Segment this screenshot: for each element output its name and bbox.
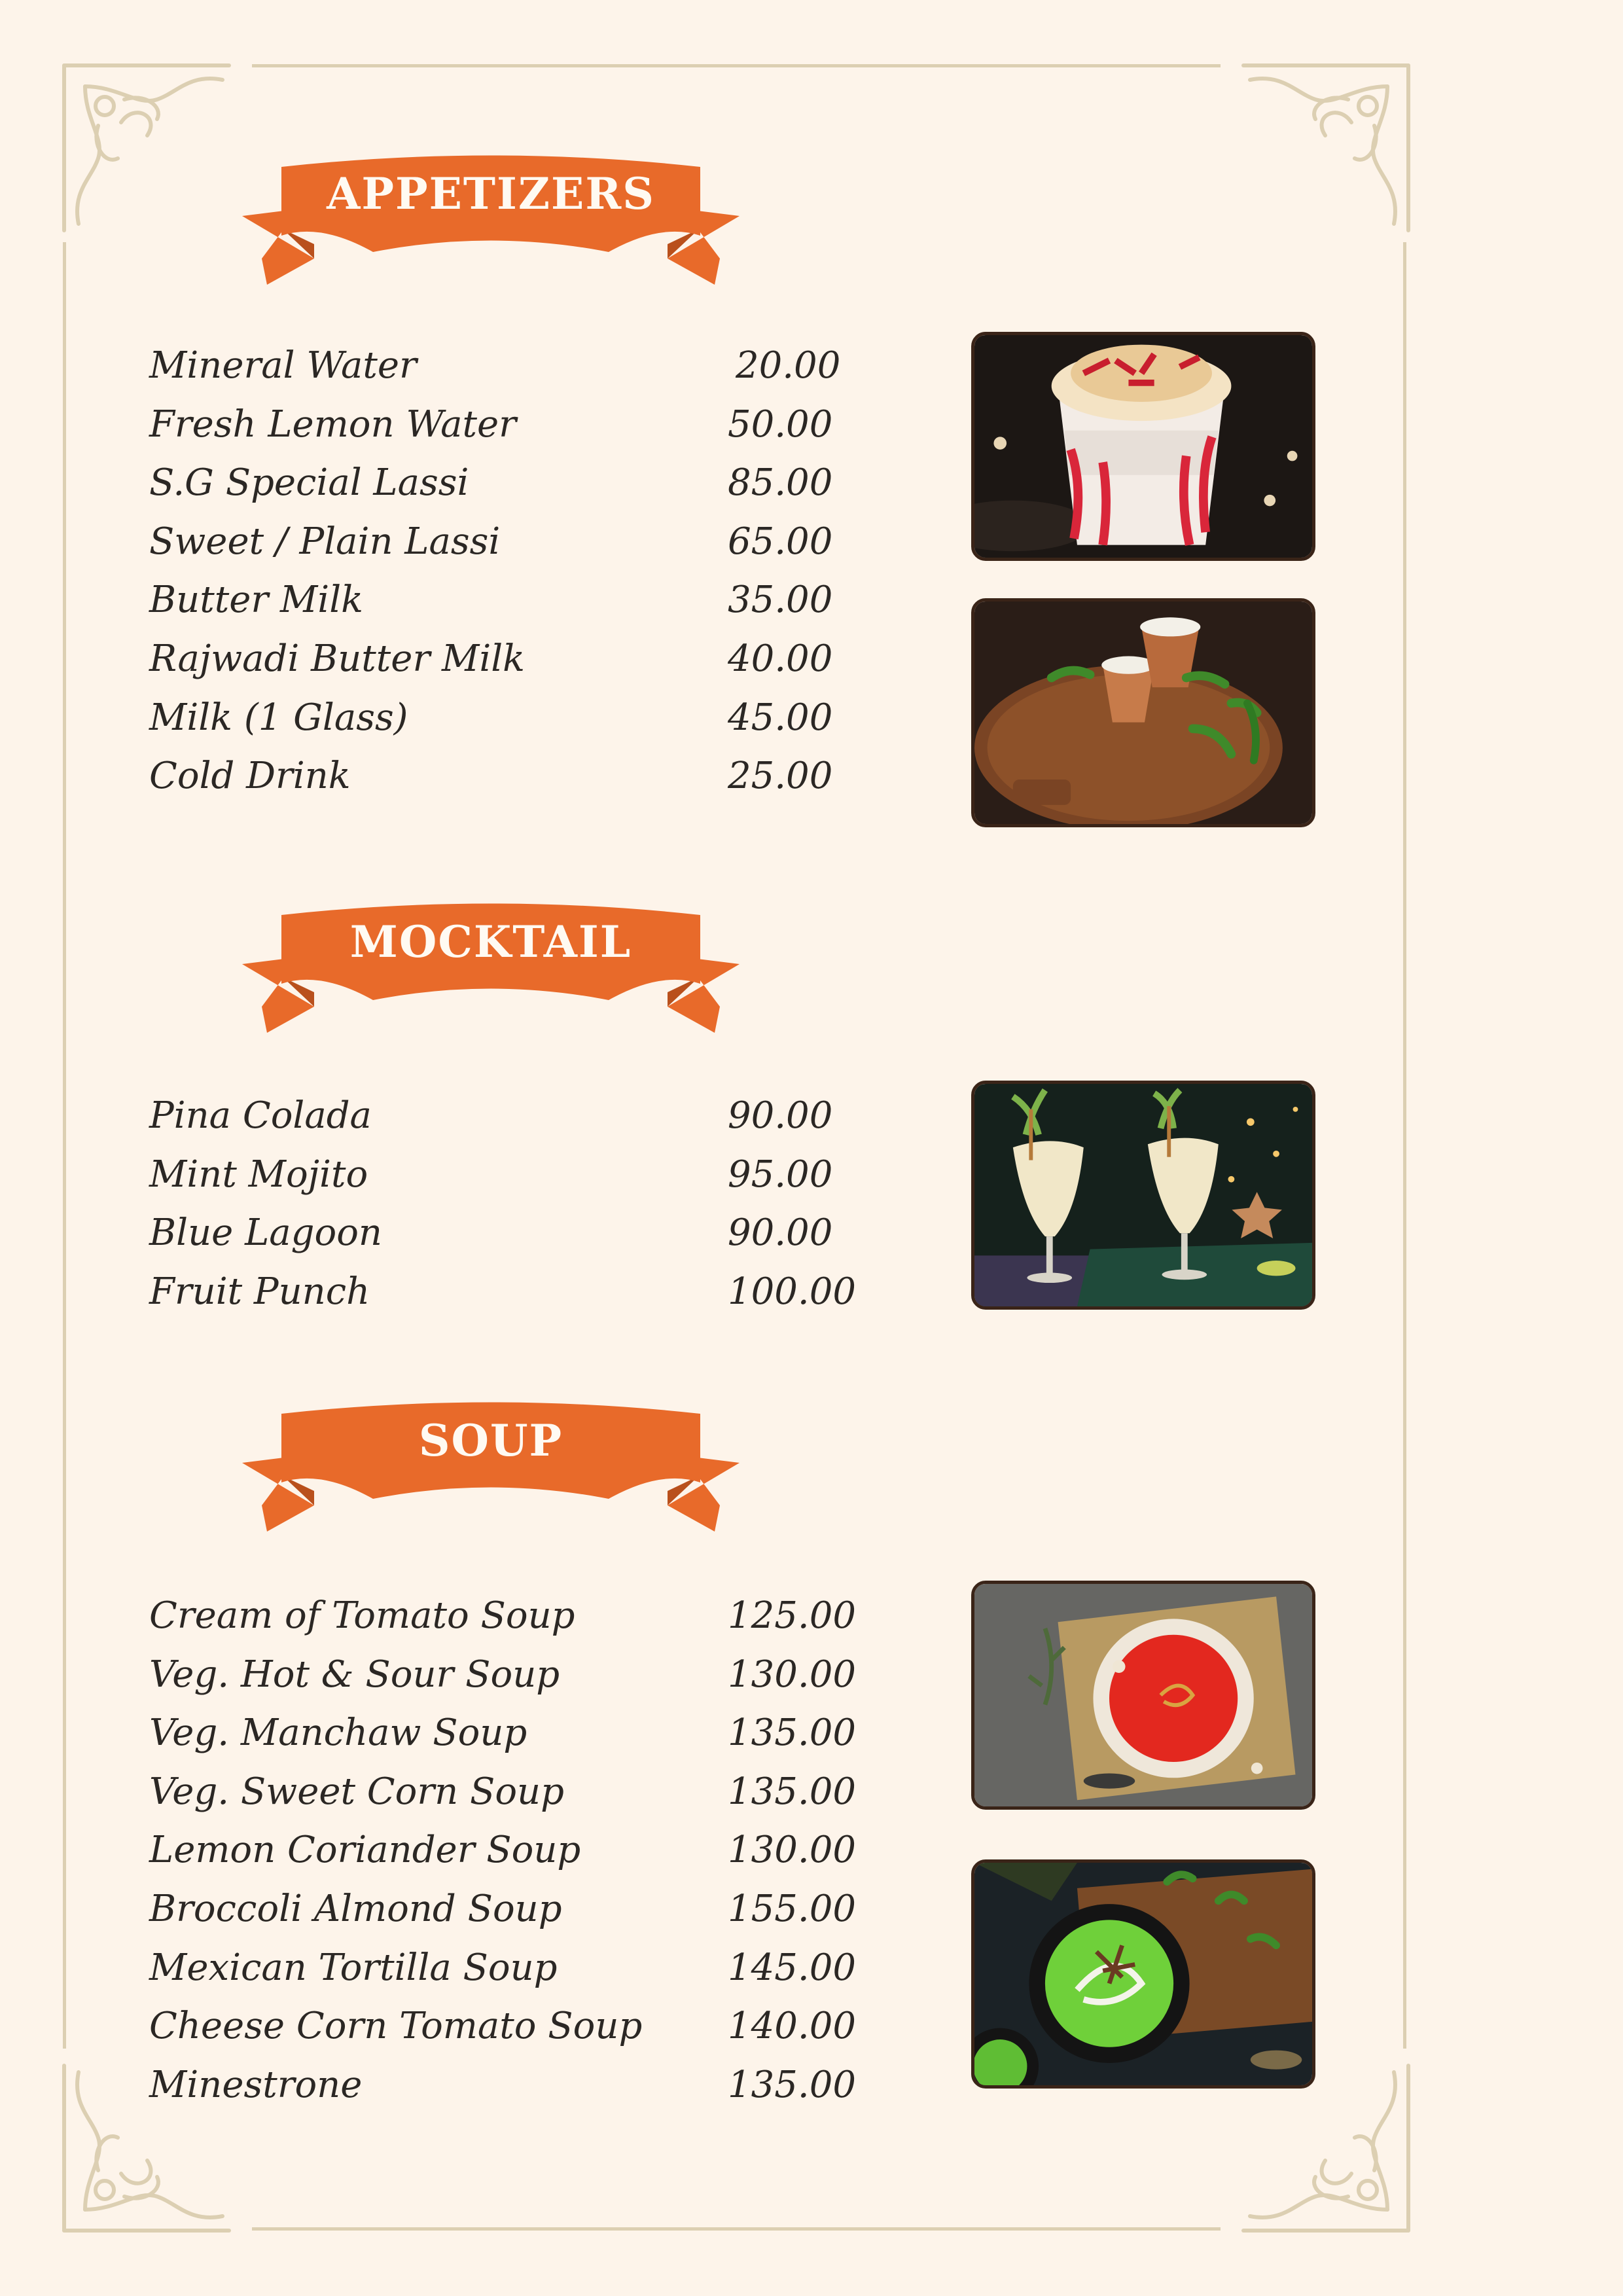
frame-right-line <box>1403 242 1406 2049</box>
item-name: Mint Mojito <box>149 1153 368 1196</box>
item-name: Minestrone <box>149 2063 363 2106</box>
item-name: Rajwadi Butter Milk <box>149 637 526 680</box>
section-banner-mocktail <box>242 902 740 1046</box>
item-name: Fresh Lemon Water <box>149 403 516 446</box>
item-name: Broccoli Almond Soup <box>149 1887 562 1930</box>
menu-item <box>149 1587 869 1645</box>
menu-item <box>149 1821 869 1880</box>
menu-item <box>149 1086 869 1145</box>
item-price: 145.00 <box>728 1946 856 1989</box>
item-price: 85.00 <box>728 461 833 505</box>
item-price: 90.00 <box>728 1211 833 1255</box>
menu-item <box>149 1263 869 1321</box>
section-title: APPETIZERS <box>327 168 655 219</box>
item-price: 45.00 <box>728 696 833 739</box>
buttermilk-cups-photo <box>971 598 1315 827</box>
item-name: Mexican Tortilla Soup <box>149 1946 558 1989</box>
item-name: Milk (1 Glass) <box>149 696 408 739</box>
broccoli-soup-bowl-photo <box>971 1859 1315 2089</box>
menu-item <box>149 454 869 512</box>
section-title: SOUP <box>418 1415 563 1466</box>
item-price: 130.00 <box>728 1653 856 1696</box>
item-name: Fruit Punch <box>149 1270 370 1313</box>
item-name: Pina Colada <box>149 1094 372 1137</box>
menu-item <box>149 1204 869 1263</box>
section-banner-soup <box>242 1401 740 1545</box>
corner-ornament-top-left <box>59 60 255 257</box>
item-price: 20.00 <box>736 344 841 387</box>
item-price: 125.00 <box>728 1594 856 1637</box>
pina-colada-glasses-photo <box>971 1081 1315 1310</box>
item-price: 100.00 <box>728 1270 856 1313</box>
item-price: 155.00 <box>728 1887 856 1930</box>
menu-item <box>149 336 869 395</box>
item-name: Butter Milk <box>149 579 364 622</box>
menu-list-appetizers <box>149 336 869 806</box>
menu-list-soup <box>149 1587 869 2114</box>
item-price: 140.00 <box>728 2005 856 2048</box>
menu-item <box>149 512 869 571</box>
item-price: 65.00 <box>728 520 833 563</box>
menu-item <box>149 2056 869 2115</box>
frame-top-line <box>252 64 1221 67</box>
item-name: Veg. Manchaw Soup <box>149 1712 527 1755</box>
item-name: Cheese Corn Tomato Soup <box>149 2005 643 2048</box>
menu-item <box>149 1763 869 1821</box>
item-price: 35.00 <box>728 579 833 622</box>
item-price: 90.00 <box>728 1094 833 1137</box>
item-price: 130.00 <box>728 1829 856 1872</box>
menu-item <box>149 689 869 747</box>
item-name: Cold Drink <box>149 755 351 798</box>
item-price: 50.00 <box>728 403 833 446</box>
menu-item <box>149 1880 869 1939</box>
menu-item <box>149 630 869 689</box>
item-name: Sweet / Plain Lassi <box>149 520 501 563</box>
menu-item <box>149 1704 869 1763</box>
item-price: 135.00 <box>728 2063 856 2106</box>
frame-bottom-line <box>252 2227 1221 2231</box>
menu-item <box>149 1645 869 1704</box>
tomato-soup-bowl-photo <box>971 1581 1315 1810</box>
item-price: 25.00 <box>728 755 833 798</box>
menu-list-mocktail <box>149 1086 869 1321</box>
menu-item <box>149 747 869 806</box>
menu-item <box>149 1997 869 2056</box>
menu-item <box>149 571 869 630</box>
item-name: Veg. Hot & Sour Soup <box>149 1653 560 1696</box>
menu-item <box>149 1145 869 1204</box>
item-name: Lemon Coriander Soup <box>149 1829 581 1872</box>
item-name: Blue Lagoon <box>149 1211 382 1255</box>
corner-ornament-top-right <box>1217 60 1414 257</box>
item-price: 95.00 <box>728 1153 833 1196</box>
menu-item <box>149 1939 869 1998</box>
menu-item <box>149 395 869 454</box>
lassi-glass-photo <box>971 332 1315 561</box>
item-name: S.G Special Lassi <box>149 461 469 505</box>
item-price: 135.00 <box>728 1770 856 1813</box>
item-name: Cream of Tomato Soup <box>149 1594 575 1637</box>
item-name: Veg. Sweet Corn Soup <box>149 1770 564 1813</box>
item-price: 40.00 <box>728 637 833 680</box>
item-name: Mineral Water <box>149 344 417 387</box>
section-banner-appetizers <box>242 154 740 298</box>
frame-left-line <box>63 242 66 2049</box>
item-price: 135.00 <box>728 1712 856 1755</box>
section-title: MOCKTAIL <box>349 916 632 967</box>
